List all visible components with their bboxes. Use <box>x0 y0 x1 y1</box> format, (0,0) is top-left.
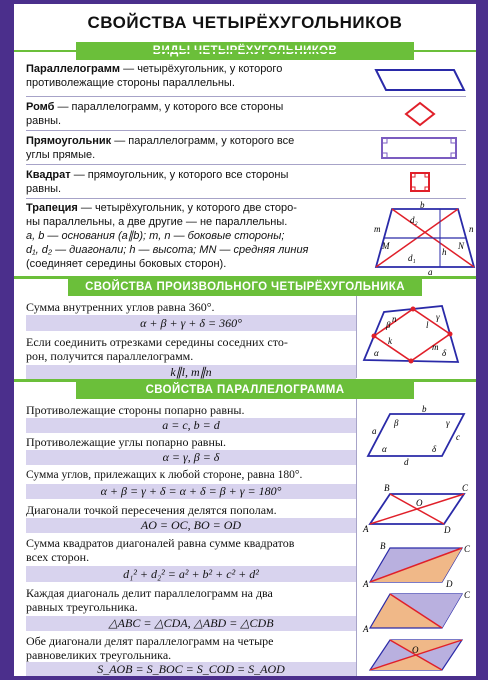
svg-text:m: m <box>432 342 439 352</box>
svg-text:n: n <box>392 314 397 324</box>
svg-text:B: B <box>384 483 390 493</box>
svg-text:D: D <box>446 579 453 588</box>
square-figure <box>370 168 470 198</box>
svg-text:C: C <box>462 483 469 493</box>
divider <box>14 50 476 52</box>
svg-text:b: b <box>420 200 425 210</box>
svg-text:γ: γ <box>446 418 450 428</box>
svg-text:D: D <box>444 525 451 534</box>
svg-text:d: d <box>404 457 409 466</box>
svg-text:β: β <box>394 418 399 428</box>
formula-midpoints: k∥l, m∥n <box>26 365 356 380</box>
rectangle-figure <box>370 134 470 162</box>
svg-text:d₂: d₂ <box>410 215 418 225</box>
svg-text:O: O <box>412 645 419 655</box>
svg-text:A: A <box>363 524 369 534</box>
svg-text:δ: δ <box>432 444 437 454</box>
svg-text:α: α <box>382 444 387 454</box>
svg-text:β: β <box>386 320 391 330</box>
svg-text:γ: γ <box>436 312 440 322</box>
svg-text:m: m <box>374 224 381 234</box>
row-square: Квадрат — прямоугольник, у которого все стороны равны. <box>26 164 466 198</box>
row-parallelogram: Параллелограмм — четырёхугольник, у которого противолежащие стороны параллельны. <box>26 62 466 96</box>
formula-angles: α + β + γ + δ = 360° <box>26 315 356 331</box>
section-header-parallelogram: СВОЙСТВА ПАРАЛЛЕЛОГРАММА <box>76 381 414 399</box>
svg-text:l: l <box>426 320 429 330</box>
svg-text:b: b <box>422 404 427 414</box>
parallelogram-figure <box>370 66 470 94</box>
svg-text:δ: δ <box>442 348 447 358</box>
row-rectangle: Прямоугольник — параллелограмм, у которого все углы прямые. <box>26 130 466 164</box>
svg-text:k: k <box>388 336 392 346</box>
svg-text:A: A <box>363 579 369 588</box>
svg-text:O: O <box>416 498 423 508</box>
svg-text:N: N <box>458 241 465 251</box>
svg-text:d₁: d₁ <box>408 253 416 263</box>
quadrilateral-figure <box>360 298 470 378</box>
rhombus-figure <box>370 99 470 129</box>
svg-text:α: α <box>374 348 379 358</box>
svg-text:a: a <box>372 426 377 436</box>
poster-card: СВОЙСТВА ЧЕТЫРЁХУГОЛЬНИКОВ Параллелограмм — четырёхугольник, у которого противолежащие стороны параллельны. Ромб — параллелограмм, у которого все стороны равны. Прямоугольник — параллелограмм, у которого все углы прямые. Квадрат — прямоугольник, у которого все стороны равны. Трапеция — четырёхугольник, у которого две сторо- ны параллельны, а две другие — не параллельны. a, b — основания (a∥b); m, n — боковые стороны; d₁, d₂ — диагонали; h — высота; MN — средняя линия (соединяет середины боковых сторон). b a d₂ d₁ m n M N h СВОЙСТВА ПРОИЗВОЛЬНОГО ЧЕТЫРЁХУГОЛЬНИКА Сумма внутренних углов равна 360°. α + β + γ + δ = 360° Если соединить отрезками середины соседних сто- рон, получится параллелограмм. k∥l, m∥n β γ α δ k l n m СВОЙСТВА ПАРАЛЛЕЛОГРАММА Противолежащие стороны попарно равны. a = c, b = d Противолежащие углы попарно равны. α = γ, β = δ Сумма углов, прилежащих к любой стороне, равна 180°. α + β = γ + δ = α + δ = β + γ = 180° Диагонали точкой пересечения делятся пополам. AO = OC, BO = OD Сумма квадратов диагоналей равна сумме квадратов всех сторон. d₁² + d₂² = a² + b² + c² + d² Каждая диагональ делит параллелограмм на два равных треугольника. △ABC = △CDA, △ABD = △CDB Обе диагонали делят параллелограмм на четыре равновеликих треугольника. S_AOB = S_BOC = S_COD = S_AOD a b c d α β γ δ A B C D O A B C D A C O <box>14 4 476 676</box>
page-title: СВОЙСТВА ЧЕТЫРЁХУГОЛЬНИКОВ <box>87 13 403 32</box>
trapezoid-figure <box>370 199 476 275</box>
svg-text:M: M <box>382 241 390 251</box>
svg-text:h: h <box>442 247 447 257</box>
term-parallelogram: Параллелограмм <box>26 63 121 75</box>
svg-text:C: C <box>464 544 471 554</box>
parallelogram-sides-figure <box>360 402 472 466</box>
svg-text:B: B <box>380 541 386 551</box>
svg-text:a: a <box>428 267 433 275</box>
svg-text:A: A <box>363 624 369 634</box>
row-trapezoid: Трапеция — четырёхугольник, у которого две сторо- ны параллельны, а две другие — не параллельны. a, b — основания (a∥b); m, n — боковые стороны; d₁, d₂ — диагонали; h — высота; MN — средняя линия (соединяет середины боковых сторон). b a d₂ d₁ m n M N h <box>26 198 466 274</box>
svg-text:C: C <box>464 590 471 600</box>
parallelogram-triangles-2-figure <box>360 588 472 634</box>
row-rhombus: Ромб — параллелограмм, у которого все стороны равны. <box>26 96 466 130</box>
svg-text:n: n <box>469 224 474 234</box>
parallelogram-diagonals-figure <box>360 482 472 534</box>
parallelogram-triangles-figure <box>360 540 472 588</box>
svg-text:c: c <box>456 432 460 442</box>
section-header-arbitrary: СВОЙСТВА ПРОИЗВОЛЬНОГО ЧЕТЫРЁХУГОЛЬНИКА <box>68 278 422 296</box>
parallelogram-four-triangles-figure <box>360 636 472 676</box>
